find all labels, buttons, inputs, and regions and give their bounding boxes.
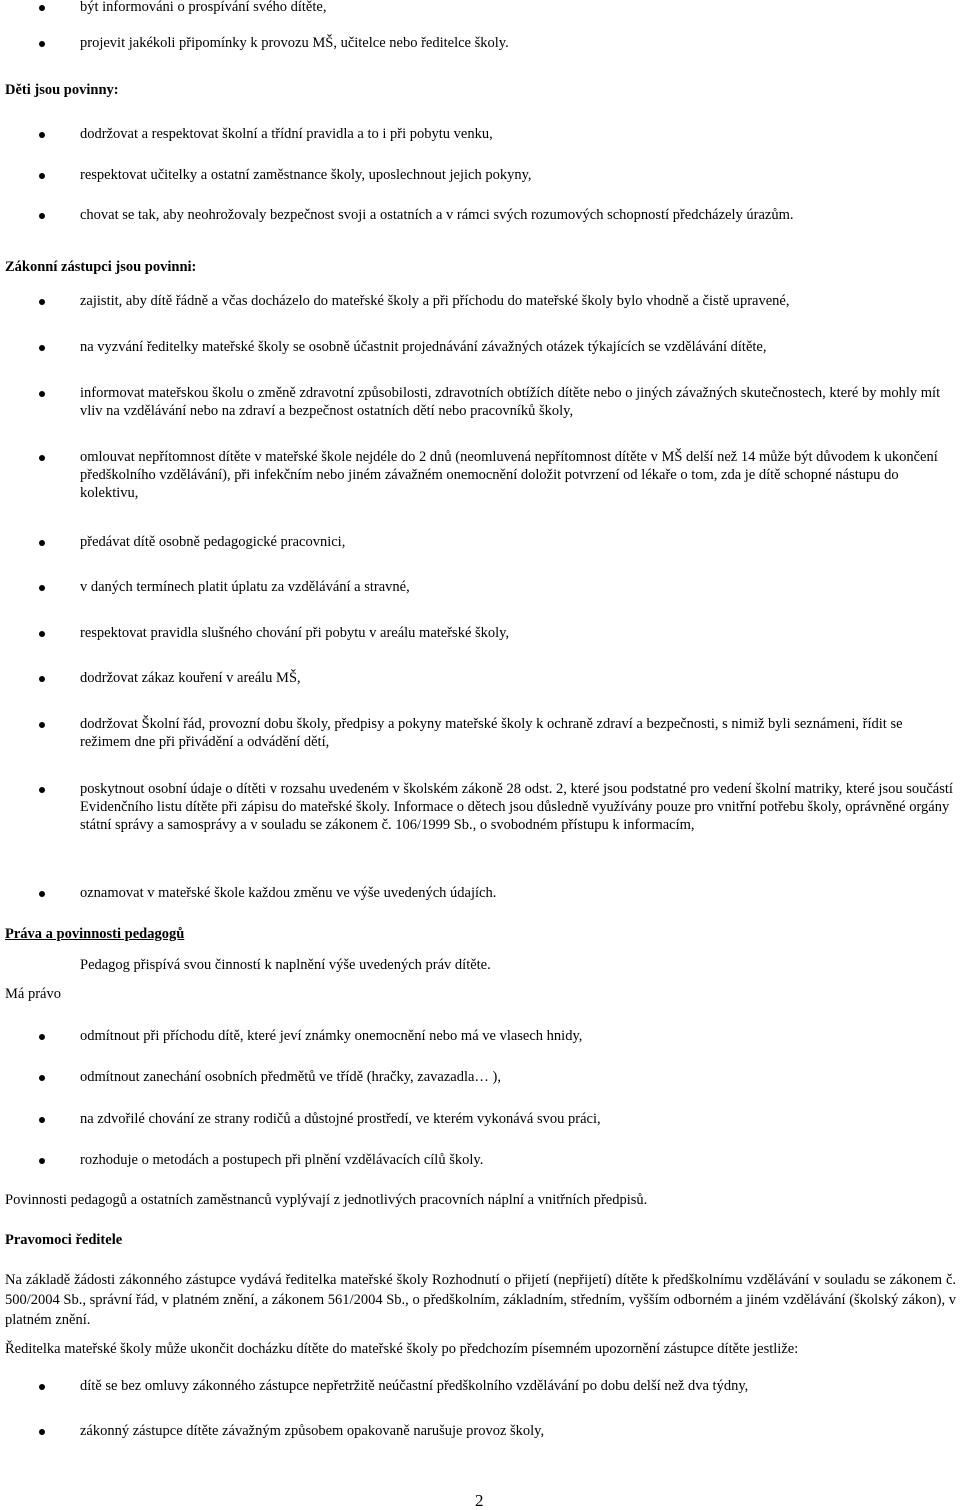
bullet-icon [39,787,45,793]
list-item-text: omlouvat nepřítomnost dítěte v mateřské škole nejdéle do 2 dnů (neomluvená nepřítomnost dítěte v MŠ delší než 14 může být důvodem k ukončení předškolního vzdělávání), při infekčním nebo jiném závažném onemocnění doložit potvrzení od lékaře o tom, zda je dítě schopné nástupu do kolektivu, [80,449,938,501]
list-item-text: respektovat pravidla slušného chování při pobytu v areálu mateřské školy, [80,625,510,641]
bullet-icon [39,676,45,682]
list-item-text: oznamovat v mateřské škole každou změnu ve výše uvedených údajích. [80,885,497,901]
list-item-text: dodržovat a respektovat školní a třídní pravidla a to i při pobytu venku, [80,126,493,142]
list-item-text: předávat dítě osobně pedagogické pracovnici, [80,534,346,550]
bullet-icon [39,540,45,546]
list-item-text: dodržovat Školní řád, provozní dobu školy, předpisy a pokyny mateřské školy k ochraně zdraví a bezpečnosti, s nimiž byli seznámeni, řídit se režimem dne při přivádění a odvádění dětí, [80,716,903,750]
teachers-heading: Práva a povinnosti pedagogů [5,926,185,942]
bullet-icon [39,722,45,728]
director-paragraph-2: Ředitelka mateřské školy může ukončit docházku dítěte do mateřské školy po předchozím písemném upozornění zástupce dítěte jestliže: [5,1341,799,1357]
bullet-icon [39,41,45,47]
bullet-icon [39,173,45,179]
teachers-intro: Pedagog přispívá svou činností k naplnění výše uvedených práv dítěte. [80,957,491,973]
list-item-text: zajistit, aby dítě řádně a včas docházelo do mateřské školy a při příchodu do mateřské školy bylo vhodně a čistě upravené, [80,293,790,309]
bullet-icon [39,1075,45,1081]
list-item-text: rozhoduje o metodách a postupech při plnění vzdělávacích cílů školy. [80,1152,484,1168]
bullet-icon [39,299,45,305]
list-item-text: na zdvořilé chování ze strany rodičů a důstojné prostředí, ve kterém vykonává svou práci, [80,1111,601,1127]
teachers-right-label: Má právo [5,986,61,1002]
list-item-text: informovat mateřskou školu o změně zdravotní způsobilosti, zdravotních obtížích dítěte nebo o jiných závažných skutečnostech, které by mohly mít vliv na vzdělávání nebo na zdraví a bezpečnost ostatních dětí nebo pracovníků školy, [80,385,941,419]
bullet-icon [39,1384,45,1390]
list-item-text: být informováni o prospívání svého dítěte, [80,0,327,15]
list-item-text: chovat se tak, aby neohrožovaly bezpečnost svoji a ostatních a v rámci svých rozumových schopností předcházely úrazům. [80,207,794,223]
bullet-icon [39,585,45,591]
bullet-icon [39,391,45,397]
bullet-icon [39,1034,45,1040]
list-item-text: na vyzvání ředitelky mateřské školy se osobně účastnit projednávání závažných otázek týkajících se vzdělávání dítěte, [80,339,767,355]
list-item-text: projevit jakékoli připomínky k provozu MŠ, učitelce nebo ředitelce školy. [80,35,509,51]
list-item-text: dítě se bez omluvy zákonného zástupce nepřetržitě neúčastní předškolního vzdělávání po dobu delší než dva týdny, [80,1378,749,1394]
list-item-text: zákonný zástupce dítěte závažným způsobem opakovaně narušuje provoz školy, [80,1423,545,1439]
guardians-heading: Zákonní zástupci jsou povinni: [5,259,197,275]
list-item-text: respektovat učitelky a ostatní zaměstnance školy, uposlechnout jejich pokyny, [80,167,532,183]
bullet-icon [39,5,45,11]
list-item-text: v daných termínech platit úplatu za vzdělávání a stravné, [80,579,410,595]
list-item-text: odmítnout při příchodu dítě, které jeví známky onemocnění nebo má ve vlasech hnidy, [80,1028,583,1044]
director-paragraph-1: Na základě žádosti zákonného zástupce vydává ředitelka mateřské školy Rozhodnutí o přijetí (nepřijetí) dítěte k předškolnímu vzdělávání v souladu se zákonem č. 500/2004 Sb., správní řád, v platném znění, a zákonem 561/2004 Sb., o předškolním, základním, středním, vyšším odborném a jiném vzdělávání (školský zákon), v platném znění. [5,1272,956,1328]
bullet-icon [39,1117,45,1123]
page-number: 2 [475,1491,484,1510]
bullet-icon [39,455,45,461]
bullet-icon [39,1429,45,1435]
bullet-icon [39,891,45,897]
bullet-icon [39,1158,45,1164]
bullet-icon [39,132,45,138]
children-heading: Děti jsou povinny: [5,82,119,98]
director-heading: Pravomoci ředitele [5,1232,123,1248]
list-item-text: poskytnout osobní údaje o dítěti v rozsahu uvedeném v školském zákoně 28 odst. 2, které jsou podstatné pro vedení školní matriky, které jsou součástí Evidenčního listu dítěte při zápisu do mateřské školy. Informace o dětech jsou důsledně využívány pouze pro vnitřní potřebu školy, oprávněné orgány státní správy a samosprávy a v souladu se zákonem č. 106/1999 Sb., o svobodném přístupu k informacím, [80,781,953,833]
bullet-icon [39,345,45,351]
bullet-icon [39,631,45,637]
bullet-icon [39,213,45,219]
list-item-text: dodržovat zákaz kouření v areálu MŠ, [80,670,301,686]
teachers-duties-text: Povinnosti pedagogů a ostatních zaměstnanců vyplývají z jednotlivých pracovních náplní a vnitřních předpisů. [5,1192,648,1208]
list-item-text: odmítnout zanechání osobních předmětů ve třídě (hračky, zavazadla… ), [80,1069,502,1085]
